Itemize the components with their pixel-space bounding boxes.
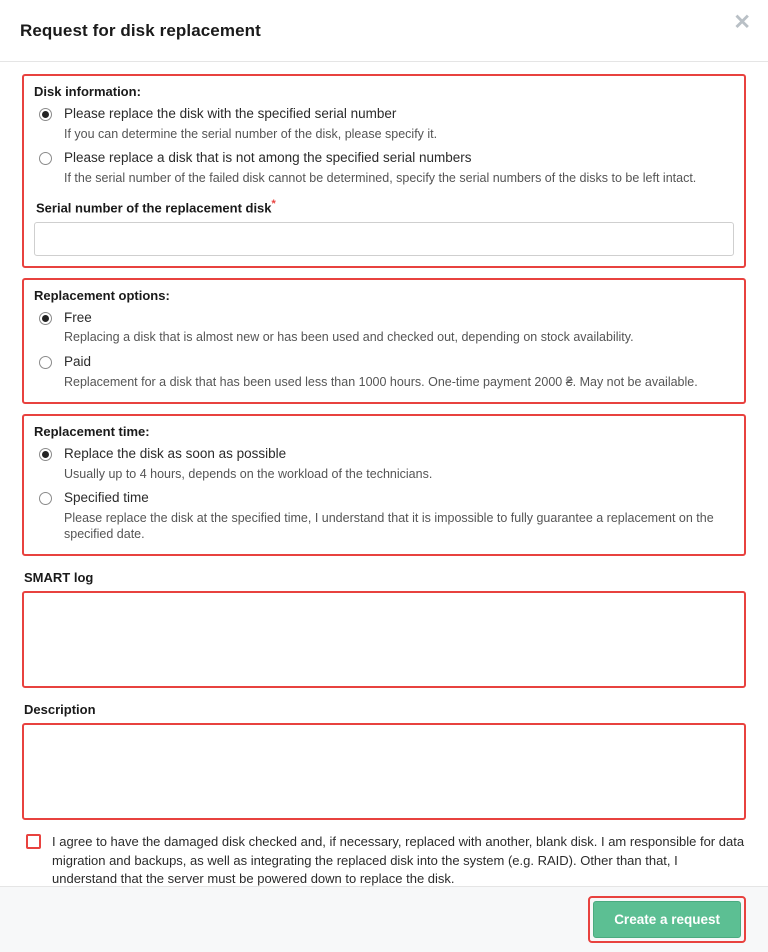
radio-disk-info-not-among-serials[interactable] bbox=[34, 150, 734, 186]
agreement-checkbox[interactable] bbox=[26, 834, 41, 849]
radio-hint: Please replace the disk at the specified time, I understand that it is impossible to fully guarantee a replacement on the specified date. bbox=[64, 510, 714, 542]
dialog-footer bbox=[0, 886, 768, 952]
serial-number-label-text: Serial number of the replacement disk bbox=[36, 200, 272, 216]
radio-time-specified[interactable] bbox=[34, 490, 734, 542]
radio-hint: If you can determine the serial number of the disk, please specify it. bbox=[64, 126, 438, 141]
radio-disk-info-specified-serial[interactable] bbox=[34, 106, 734, 142]
smart-log-textarea[interactable] bbox=[24, 593, 744, 686]
disk-information-group bbox=[22, 74, 746, 268]
radio-time-asap[interactable] bbox=[34, 446, 734, 482]
description-label: Description bbox=[24, 702, 96, 718]
replacement-time-group bbox=[22, 414, 746, 557]
radio-icon[interactable] bbox=[39, 312, 52, 325]
required-marker: * bbox=[271, 198, 276, 211]
replacement-time-legend: Replacement time: bbox=[34, 423, 150, 439]
radio-label: Please replace a disk that is not among the specified serial numbers bbox=[64, 150, 472, 166]
serial-number-input[interactable] bbox=[34, 222, 734, 256]
page-title: Request for disk replacement bbox=[20, 20, 261, 40]
radio-icon[interactable] bbox=[39, 152, 52, 165]
submit-highlight bbox=[588, 896, 746, 943]
radio-replacement-paid[interactable] bbox=[34, 354, 734, 390]
radio-hint: Usually up to 4 hours, depends on the workload of the technicians. bbox=[64, 466, 433, 481]
description-textarea[interactable] bbox=[24, 725, 744, 818]
close-icon[interactable]: ✕ bbox=[733, 11, 751, 34]
agreement-row[interactable] bbox=[22, 833, 746, 886]
radio-hint: If the serial number of the failed disk cannot be determined, specify the serial numbers of the disks to be left intact. bbox=[64, 171, 697, 185]
dialog-header bbox=[0, 0, 768, 62]
radio-hint: Replacing a disk that is almost new or has been used and checked out, depending on stock availability. bbox=[64, 330, 634, 345]
radio-label: Specified time bbox=[64, 489, 149, 505]
radio-hint: Replacement for a disk that has been used less than 1000 hours. One-time payment 2000 ₴. May not be available. bbox=[64, 374, 698, 389]
replacement-options-group bbox=[22, 278, 746, 404]
create-request-button[interactable]: Create a request bbox=[593, 901, 741, 938]
radio-replacement-free[interactable] bbox=[34, 310, 734, 346]
radio-label: Paid bbox=[64, 353, 92, 369]
disk-information-legend: Disk information: bbox=[34, 84, 141, 99]
smart-log-field bbox=[22, 591, 746, 688]
radio-icon[interactable] bbox=[39, 448, 52, 461]
replacement-options-legend: Replacement options: bbox=[34, 287, 170, 303]
description-field bbox=[22, 723, 746, 820]
radio-icon[interactable] bbox=[39, 356, 52, 369]
radio-label: Please replace the disk with the specified serial number bbox=[64, 106, 397, 121]
agreement-text: I agree to have the damaged disk checked and, if necessary, replaced with another, blank disk. I am responsible for data migration and backups, as well as integrating the replaced disk into the system (e.g. RAID). Other than that, I understand that the server must be powered down to replace the disk. bbox=[52, 834, 745, 886]
dialog-body bbox=[0, 62, 768, 886]
radio-icon[interactable] bbox=[39, 108, 52, 121]
smart-log-label: SMART log bbox=[24, 570, 94, 586]
radio-label: Replace the disk as soon as possible bbox=[64, 445, 287, 461]
radio-icon[interactable] bbox=[39, 492, 52, 505]
serial-number-label bbox=[36, 198, 734, 215]
radio-label: Free bbox=[64, 309, 92, 325]
